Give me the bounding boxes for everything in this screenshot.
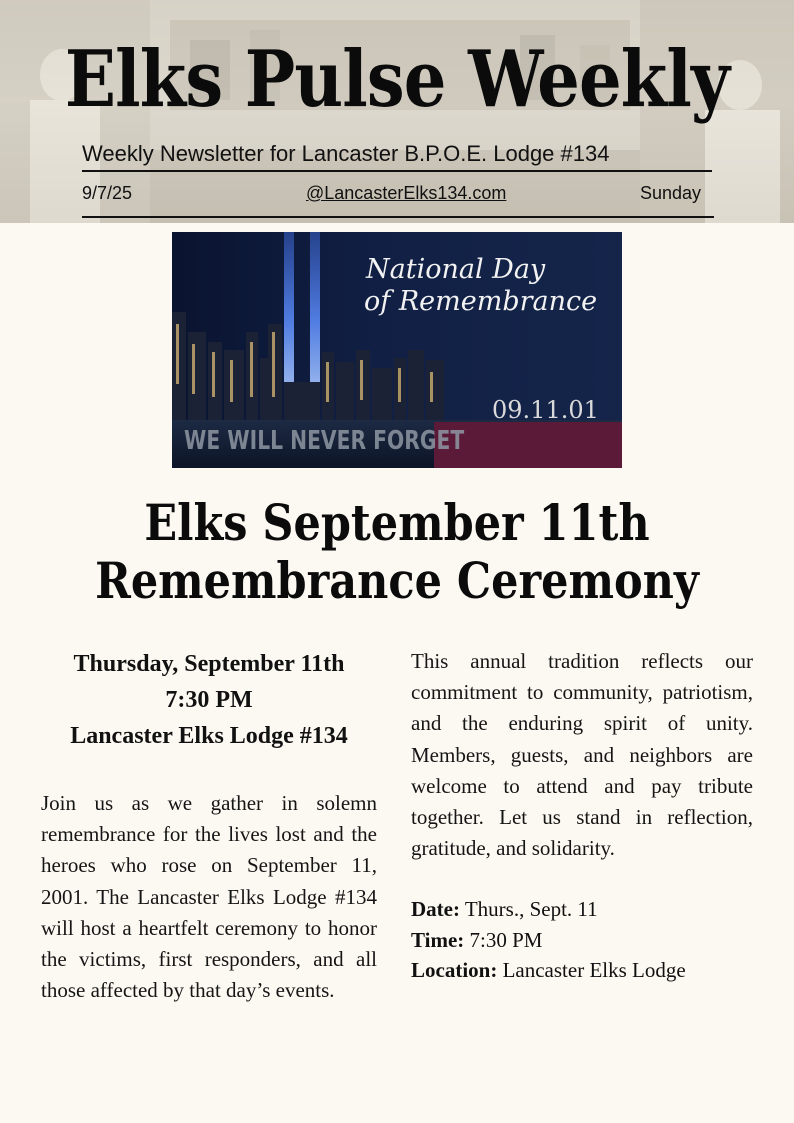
banner-slogan: WE WILL NEVER FORGET: [184, 426, 465, 456]
banner-title: National Day of Remembrance: [364, 254, 598, 317]
website-link[interactable]: @LancasterElks134.com: [306, 183, 507, 203]
headline-line-1: Elks September 11th: [144, 493, 650, 552]
light-beam-right: [310, 232, 320, 382]
event-place: Lancaster Elks Lodge #134: [70, 723, 348, 749]
article-paragraph-left: Join us as we gather in solemn remembrance for the lives lost and the heroes who rose on September 11, 2001. The Lancaster Elks Lodge #134 will host a heartfelt ceremony to honor the victims, first responders, and all those affected by that day’s events.: [41, 791, 377, 1003]
light-beam-left: [284, 232, 294, 382]
fact-time-label: Time:: [411, 927, 465, 952]
remembrance-banner-image: [172, 232, 622, 468]
newsletter-subtitle: Weekly Newsletter for Lancaster B.P.O.E. Lodge #134: [82, 141, 610, 166]
fact-location: [411, 955, 753, 986]
newsletter-title: Elks Pulse Weekly: [64, 34, 730, 125]
event-details: [41, 646, 377, 754]
fact-location-label: Location:: [411, 958, 498, 983]
masthead-divider-top: [82, 170, 712, 172]
article-left-column: [41, 646, 377, 1006]
event-facts: [411, 894, 753, 986]
event-time: 7:30 PM: [165, 687, 253, 713]
article-right-column: [411, 646, 753, 986]
fact-time-value: 7:30 PM: [469, 927, 543, 952]
issue-date: 9/7/25: [82, 183, 133, 203]
fact-location-value: Lancaster Elks Lodge: [502, 958, 686, 983]
article-paragraph-right: This annual tradition reflects our commitment to community, patriotism, and the enduring spirit of unity. Members, guests, and neighbors are welcome to attend and pay tribute together. Let us stand in reflection, gratitude, and solidarity.: [411, 649, 753, 861]
fact-time: [411, 925, 753, 956]
fact-date-value: Thurs., Sept. 11: [464, 897, 598, 922]
masthead: [0, 0, 794, 223]
issue-day: Sunday: [640, 183, 702, 203]
event-day-date: Thursday, September 11th: [73, 651, 345, 677]
fact-date: [411, 894, 753, 925]
fact-date-label: Date:: [411, 897, 460, 922]
banner-date: 09.11.01: [492, 396, 599, 424]
masthead-divider-bottom: [82, 216, 714, 218]
headline-line-2: Remembrance Ceremony: [95, 551, 699, 610]
article-headline: [0, 494, 794, 610]
